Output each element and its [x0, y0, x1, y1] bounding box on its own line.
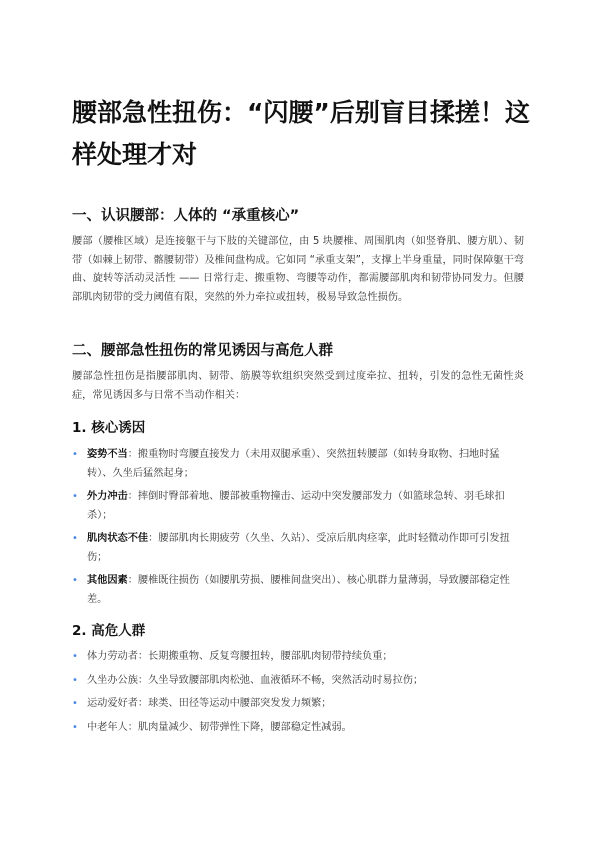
list-item	[72, 695, 524, 714]
list-item-text: 运动爱好者：球类、田径等运动中腰部突发发力频繁；	[87, 698, 332, 709]
section-heading-1: 一、认识腰部：人体的 “承重核心”	[72, 208, 300, 224]
risk-groups-list	[72, 648, 524, 737]
page-title: 腰部急性扭伤：“闪腰”后别盲目揉搓！这样处理才对	[72, 98, 530, 169]
list-item	[72, 572, 524, 609]
list-item-label: 肌肉状态不佳	[87, 533, 149, 544]
list-item-text: ：腰部肌肉长期疲劳（久坐、久站）、受凉后肌肉痉挛，此时轻微动作即可引发扭伤；	[87, 533, 510, 563]
subsection-heading-risk-groups: 2. 高危人群	[72, 623, 146, 639]
bullet-icon: •	[72, 651, 78, 662]
list-item-text: 中老年人：肌肉量减少、韧带弹性下降，腰部稳定性减弱。	[87, 721, 352, 733]
section-paragraph-1: 腰部（腰椎区域）是连接躯干与下肢的关键部位，由 5 块腰椎、周围肌肉（如竖脊肌、腰方肌）、韧带（如棘上韧带、髂腰韧带）及椎间盘构成。它如同 “承重支架”，支撑上半身重量，同时保障躯干弯曲、旋转等活动灵活性 —— 日常行走、搬重物、弯腰等动作，都需腰部肌肉和韧带协同发力。但腰部肌肉韧带的受力阈值有限，突然的外力牵拉或扭转，极易导致急性损伤。	[72, 236, 524, 303]
list-item-label: 其他因素	[87, 575, 128, 586]
list-item	[72, 672, 524, 691]
list-item-label: 姿势不当	[87, 449, 128, 460]
list-item	[72, 488, 524, 525]
bullet-icon: •	[72, 449, 78, 460]
list-item-text: ：搬重物时弯腰直接发力（未用双腿承重）、突然扭转腰部（如转身取物、扫地时猛转）、久坐后猛然起身；	[87, 449, 500, 479]
list-item-text: ：摔倒时臀部着地、腰部被重物撞击、运动中突发腰部发力（如篮球急转、羽毛球扣杀）；	[87, 491, 505, 521]
list-item	[72, 719, 524, 738]
list-item	[72, 446, 524, 483]
list-item-text: 体力劳动者：长期搬重物、反复弯腰扭转，腰部肌肉韧带持续负重；	[87, 651, 393, 662]
bullet-icon: •	[72, 674, 78, 686]
section-heading-2: 二、腰部急性扭伤的常见诱因与高危人群	[72, 343, 333, 359]
list-item-label: 外力冲击	[87, 491, 128, 502]
list-item	[72, 530, 524, 567]
bullet-icon: •	[72, 698, 78, 709]
bullet-icon: •	[72, 575, 78, 586]
causes-list	[72, 446, 524, 609]
bullet-icon: •	[72, 491, 78, 502]
list-item-text: ：腰椎既往损伤（如腰肌劳损、腰椎间盘突出）、核心肌群力量薄弱，导致腰部稳定性差。	[87, 575, 510, 605]
subsection-heading-causes: 1. 核心诱因	[72, 420, 146, 436]
section-paragraph-2: 腰部急性扭伤是指腰部肌肉、韧带、筋膜等软组织突然受到过度牵拉、扭转，引发的急性无菌性炎症，常见诱因多与日常不当动作相关：	[72, 371, 524, 401]
bullet-icon: •	[72, 721, 78, 733]
bullet-icon: •	[72, 533, 78, 544]
list-item-text: 久坐办公族：久坐导致腰部肌肉松弛、血液循环不畅，突然活动时易拉伤；	[87, 674, 424, 686]
list-item	[72, 648, 524, 667]
